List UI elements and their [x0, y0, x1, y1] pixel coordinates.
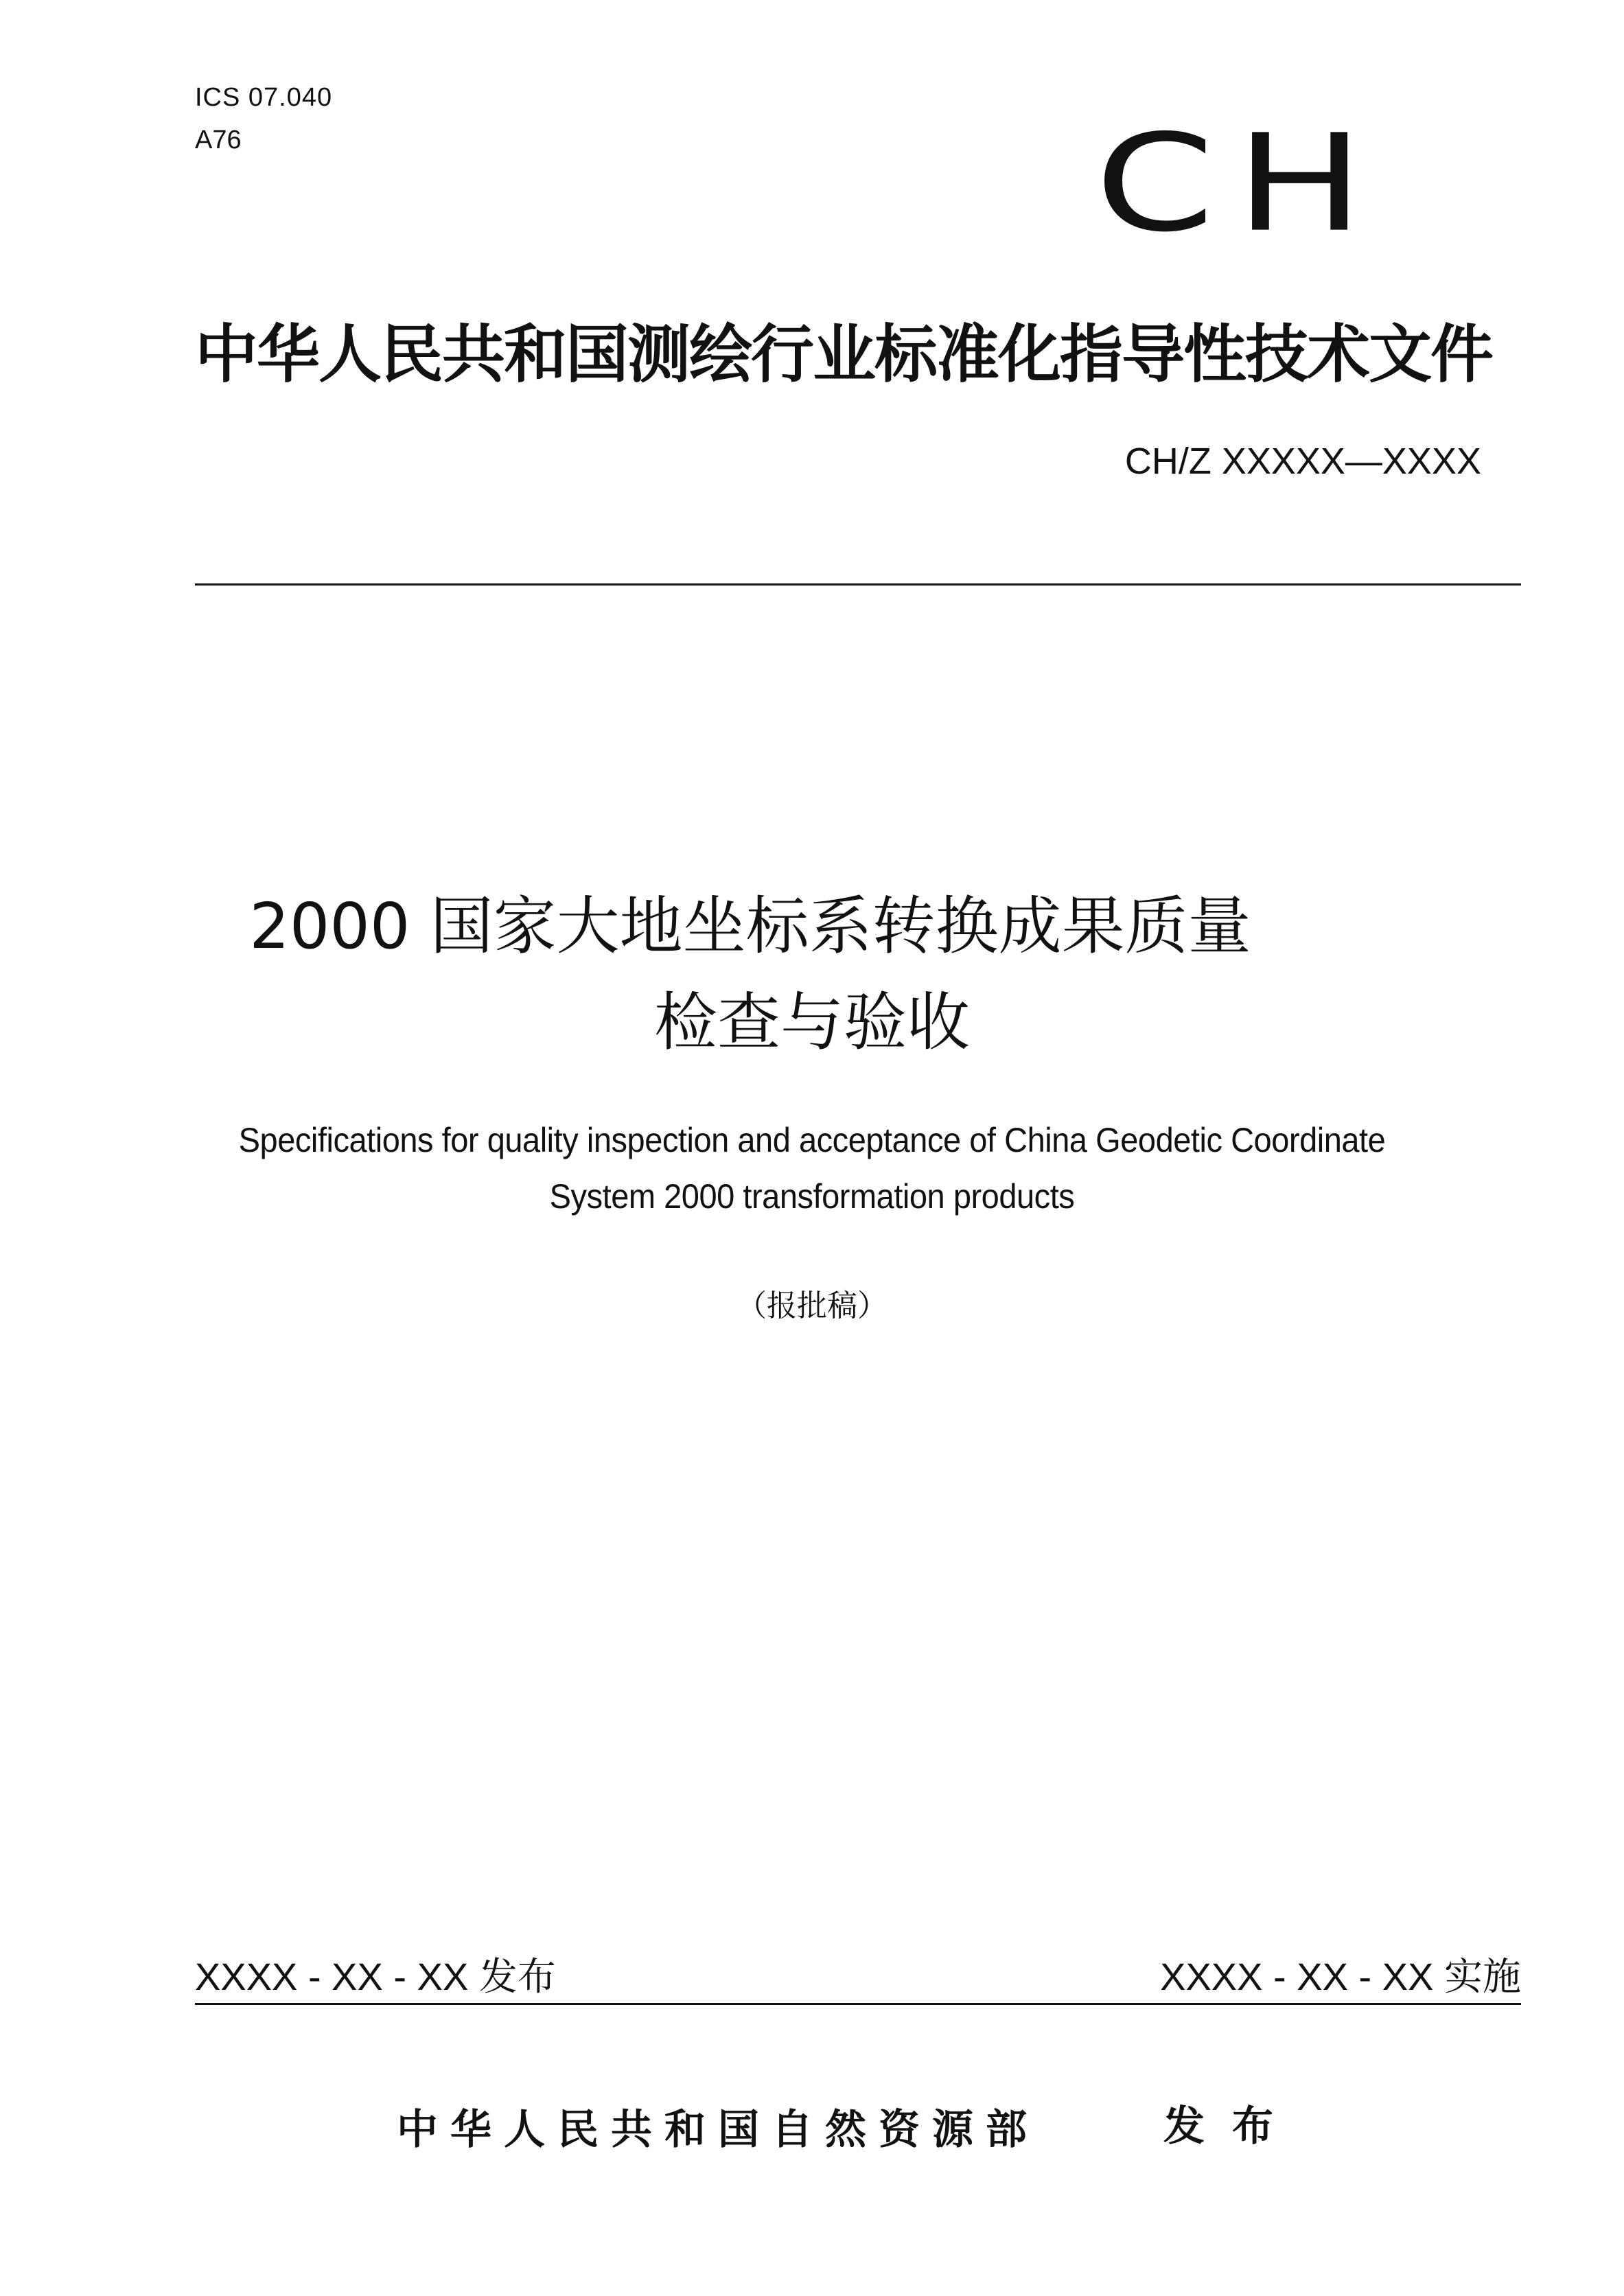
title-zh-line-2: 检查与验收: [653, 986, 970, 1059]
title-en-line-2: System 2000 transformation products: [549, 1177, 1075, 1216]
implementation-date: XXXX - XX - XX 实施: [1160, 1955, 1521, 1998]
bottom-divider: [195, 2003, 1521, 2005]
draft-status: （报批稿）: [736, 1288, 888, 1323]
publish-label: 发布: [1163, 2102, 1301, 2150]
issue-date: XXXX - XX - XX 发布: [195, 1955, 556, 1998]
document-title: [0, 879, 1624, 1071]
english-title: [0, 1112, 1624, 1225]
ics-code: ICS 07.040: [195, 83, 333, 112]
standard-number: CH/Z XXXXX—XXXX: [1124, 441, 1481, 482]
ch-logo: CH: [1095, 105, 1385, 262]
title-en-line-1: Specifications for quality inspection and acceptance of China Geodetic Coordinate: [238, 1121, 1386, 1159]
standard-type-title: 中华人民共和国测绘行业标准化指导性技术文件: [195, 318, 1493, 391]
classification-code: A76: [195, 126, 242, 154]
top-divider: [195, 583, 1521, 585]
title-zh-line-1: 2000 国家大地坐标系转换成果质量: [249, 890, 1251, 963]
publisher: 中华人民共和国自然资源部: [397, 2106, 1039, 2154]
